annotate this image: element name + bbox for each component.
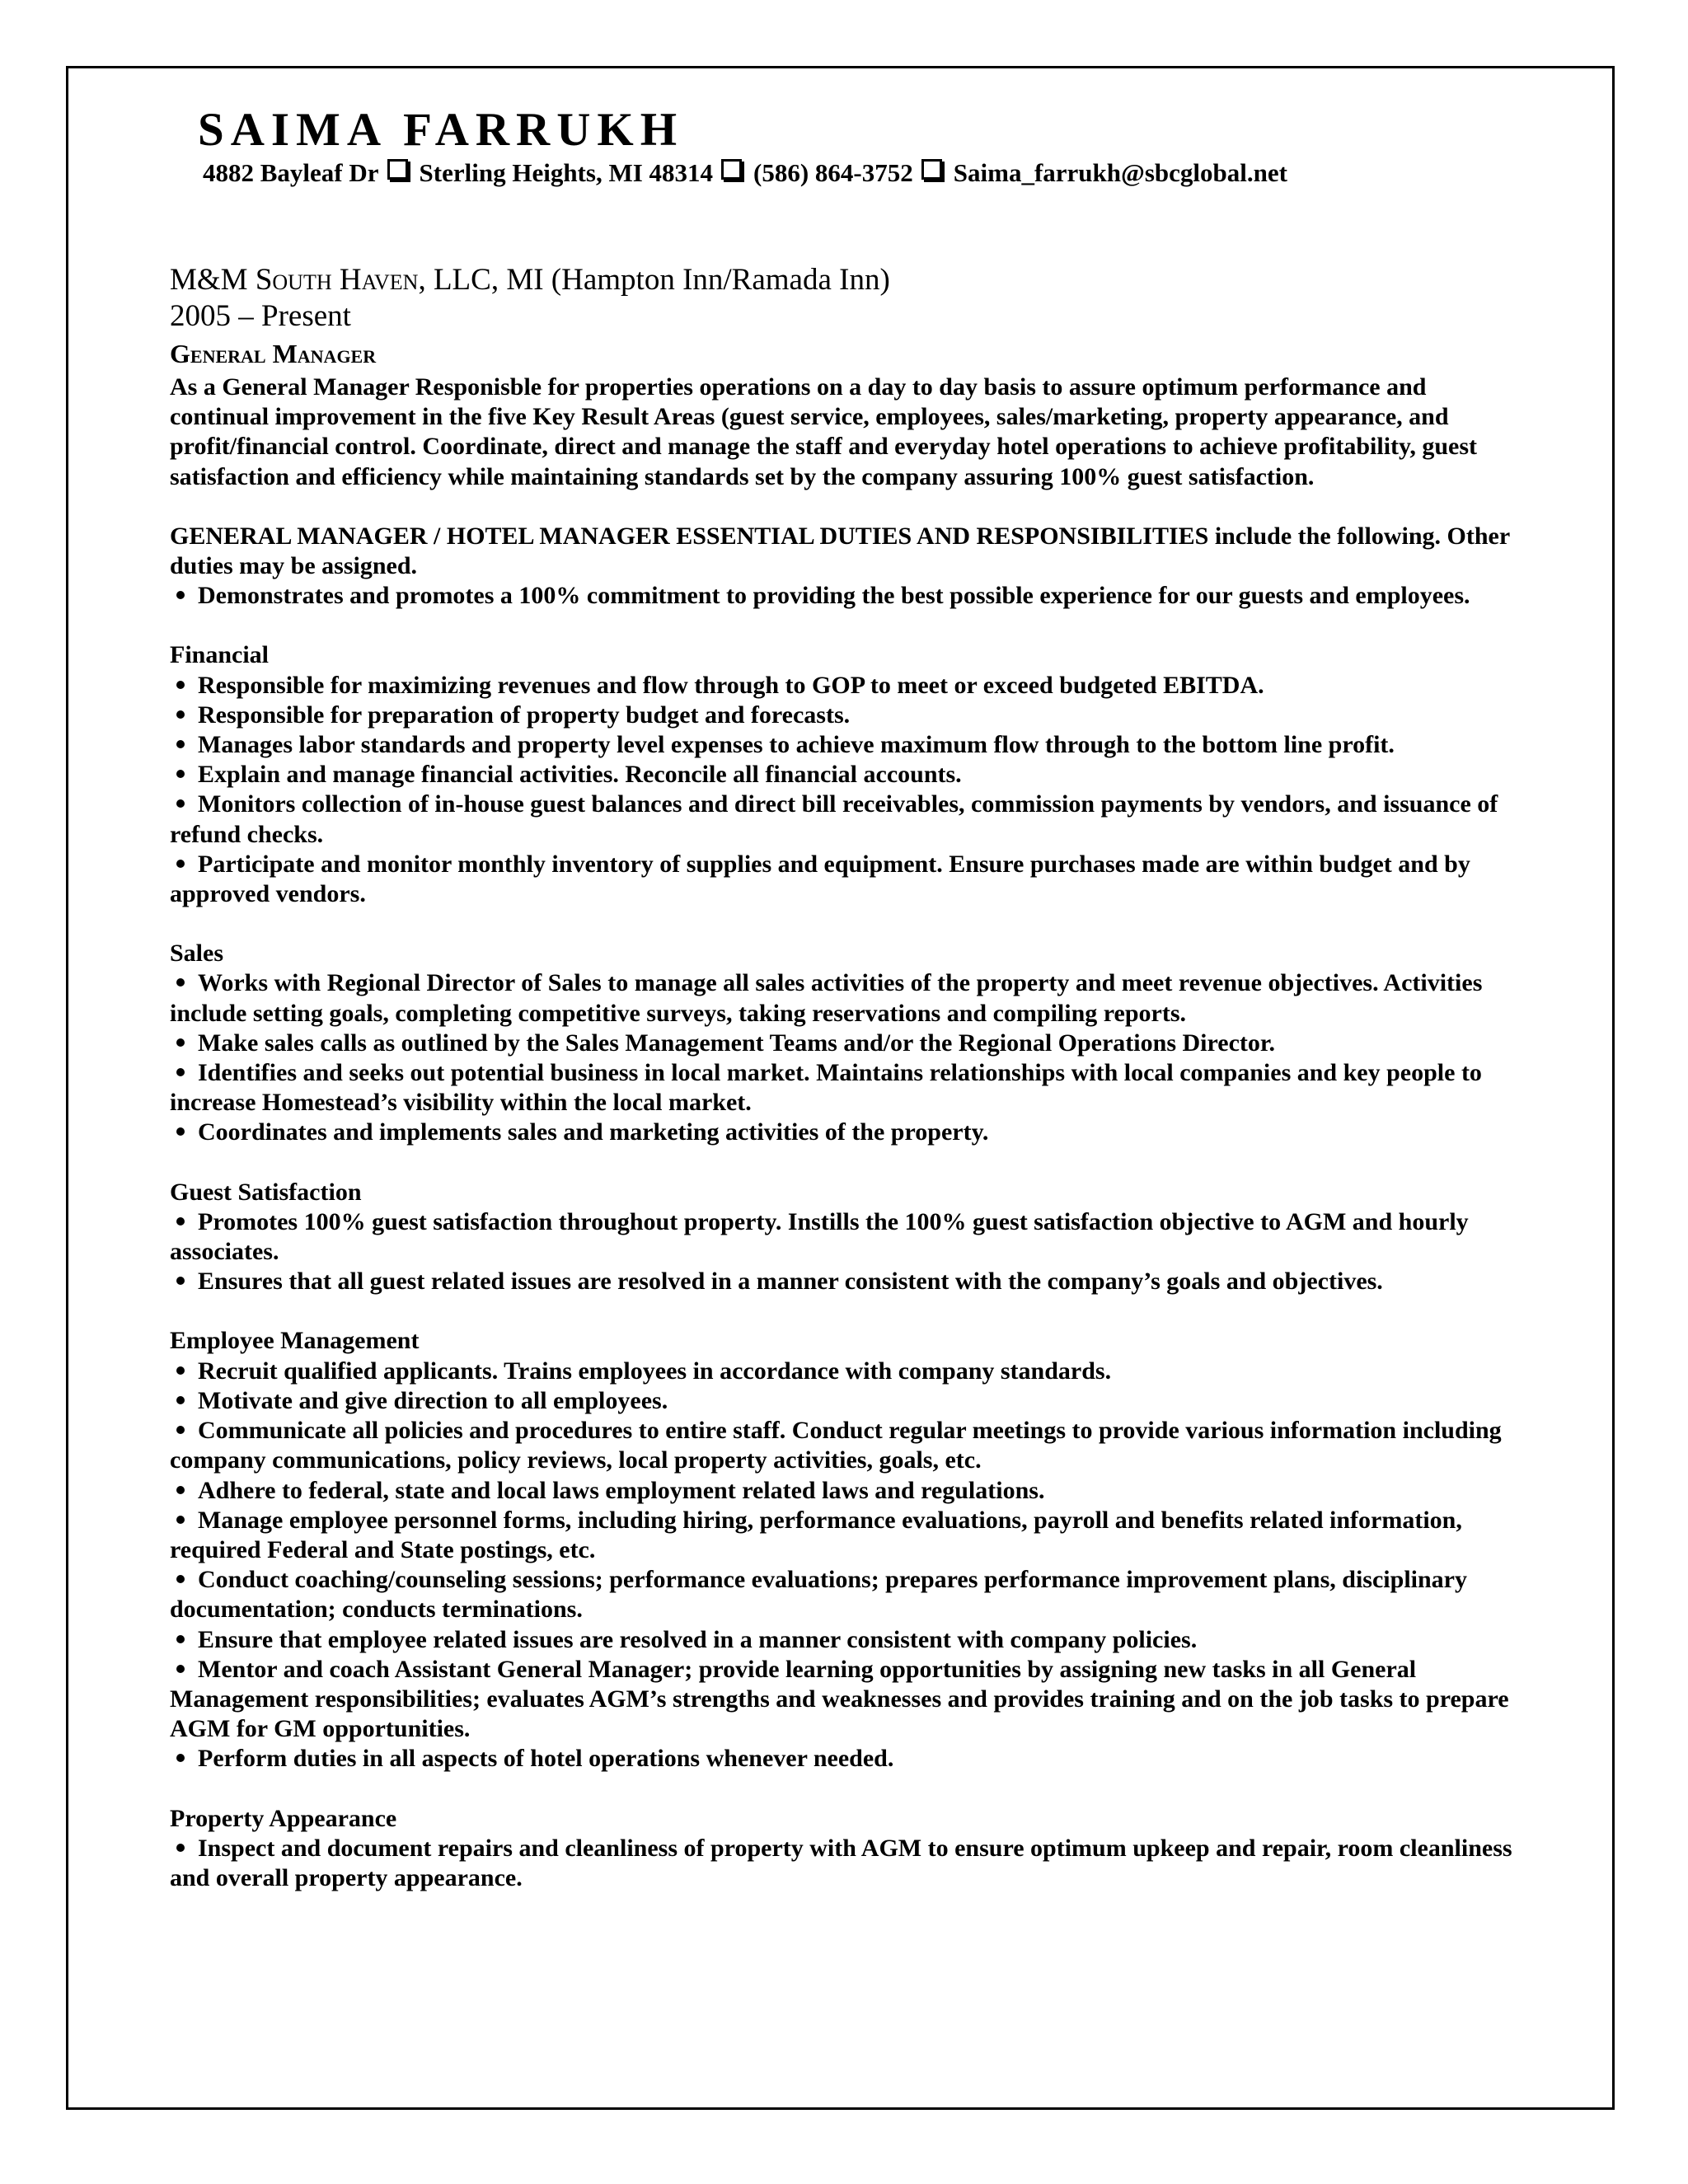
bullet-icon: [176, 1575, 185, 1583]
list-item: Inspect and document repairs and cleanliness of property with AGM to ensure optimum upkeep and repair, room cleanliness and overall property appearance.: [170, 1834, 1512, 1891]
email: Saima_farrukh@sbcglobal.net: [953, 158, 1287, 187]
list-item: Participate and monitor monthly inventory of supplies and equipment. Ensure purchases made are within budget and by approved vendors.: [170, 850, 1470, 908]
bullet-icon: [176, 1217, 185, 1226]
spacer: [170, 611, 1522, 640]
bullet-icon: [176, 710, 185, 719]
employer-line: [170, 262, 1522, 298]
checkbox-separator-icon: [387, 159, 408, 180]
list-item: Explain and manage financial activities. Reconcile all financial accounts.: [170, 760, 1522, 790]
bullet-icon: [176, 770, 185, 778]
spacer: [170, 1296, 1522, 1326]
section-heading-employee-management: Employee Management: [170, 1327, 420, 1355]
spacer: [170, 1148, 1522, 1178]
list-item: Perform duties in all aspects of hotel operations whenever needed.: [170, 1744, 1522, 1774]
bullet-icon: [176, 1635, 185, 1643]
bullet-icon: [176, 1844, 185, 1852]
section-heading-sales: Sales: [170, 940, 224, 968]
list-item: Communicate all policies and procedures to entire staff. Conduct regular meetings to provide various information including company communications, policy reviews, local property activities, goals, etc.: [170, 1417, 1502, 1474]
list-item: Demonstrates and promotes a 100% commitment to providing the best possible experience for our guests and employees.: [170, 581, 1522, 611]
list-item: Manages labor standards and property level expenses to achieve maximum flow through to the bottom line profit.: [170, 730, 1522, 760]
job-summary: As a General Manager Responisble for properties operations on a day to day basis to assure optimum performance and continual improvement in the five Key Result Areas (guest service, employees, sales/marketing, property appearance, and profit/financial control. Coordinate, direct and manage the staff and everyday hotel operations to achieve profitability, guest satisfaction and efficiency while maintaining standards set by the company assuring 100% guest satisfaction.: [170, 373, 1478, 490]
candidate-name: SAIMA FARRUKH: [198, 104, 684, 156]
city-state-zip: Sterling Heights, MI 48314: [419, 158, 714, 187]
bullet-icon: [176, 1486, 185, 1494]
list-item: Mentor and coach Assistant General Manager; provide learning opportunities by assigning new tasks in all General Management responsibilities; evaluates AGM’s strengths and weaknesses and provides training and on the job tasks to prepare AGM for GM opportunities.: [170, 1655, 1509, 1743]
resume-body: [170, 262, 1522, 1893]
list-item: Conduct coaching/counseling sessions; performance evaluations; prepares performance improvement plans, disciplinary documentation; conducts terminations.: [170, 1566, 1467, 1624]
bullet-icon: [176, 1068, 185, 1076]
spacer: [170, 492, 1522, 522]
bullet-icon: [176, 1366, 185, 1375]
list-item: Identifies and seeks out potential business in local market. Maintains relationships with local companies and key people to increase Homestead’s visibility within the local market.: [170, 1059, 1482, 1117]
employment-dates: 2005 – Present: [170, 299, 351, 333]
list-item: Ensure that employee related issues are resolved in a manner consistent with company policies.: [170, 1625, 1522, 1655]
list-item: Responsible for maximizing revenues and flow through to GOP to meet or exceed budgeted EBITDA.: [170, 671, 1522, 701]
phone: (586) 864-3752: [753, 158, 913, 187]
spacer: [170, 909, 1522, 939]
list-item: Make sales calls as outlined by the Sales Management Teams and/or the Regional Operations Director.: [170, 1029, 1522, 1058]
section-heading-financial: Financial: [170, 641, 270, 669]
section-heading-guest-satisfaction: Guest Satisfaction: [170, 1178, 362, 1206]
list-item: Adhere to federal, state and local laws employment related laws and regulations.: [170, 1476, 1522, 1506]
bullet-icon: [176, 860, 185, 868]
employer-name: South Haven: [255, 263, 419, 297]
list-item: Works with Regional Director of Sales to manage all sales activities of the property and meet revenue objectives. Activities include setting goals, completing competitive surveys, taking reservations and compiling reports.: [170, 969, 1483, 1027]
bullet-icon: [176, 681, 185, 689]
checkbox-separator-icon: [721, 159, 742, 180]
bullet-icon: [176, 978, 185, 987]
bullet-icon: [176, 1396, 185, 1404]
list-item: Responsible for preparation of property budget and forecasts.: [170, 701, 1522, 730]
checkbox-separator-icon: [921, 159, 942, 180]
bullet-icon: [176, 1038, 185, 1047]
employer-suffix: , LLC, MI (Hampton Inn/Ramada Inn): [418, 263, 890, 297]
list-item: Manage employee personnel forms, including hiring, performance evaluations, payroll and benefits related information, required Federal and State postings, etc.: [170, 1506, 1462, 1563]
bullet-icon: [176, 1665, 185, 1673]
job-title: General Manager: [170, 339, 377, 368]
bullet-icon: [176, 799, 185, 808]
contact-line: [203, 155, 1287, 191]
section-heading-property-appearance: Property Appearance: [170, 1804, 397, 1832]
bullet-icon: [176, 1426, 185, 1434]
bullet-icon: [176, 1754, 185, 1762]
bullet-icon: [176, 1516, 185, 1524]
bullet-icon: [176, 1277, 185, 1285]
list-item: Recruit qualified applicants. Trains employees in accordance with company standards.: [170, 1357, 1522, 1386]
bullet-icon: [176, 591, 185, 599]
address: 4882 Bayleaf Dr: [203, 158, 379, 187]
list-item: Ensures that all guest related issues are resolved in a manner consistent with the company’s goals and objectives.: [170, 1267, 1522, 1296]
bullet-icon: [176, 1127, 185, 1136]
bullet-icon: [176, 740, 185, 748]
list-item: Motivate and give direction to all employees.: [170, 1386, 1522, 1416]
list-item: Promotes 100% guest satisfaction throughout property. Instills the 100% guest satisfaction objective to AGM and hourly associates.: [170, 1207, 1469, 1266]
list-item: Monitors collection of in-house guest balances and direct bill receivables, commission payments by vendors, and issuance of refund checks.: [170, 790, 1498, 848]
duties-intro: GENERAL MANAGER / HOTEL MANAGER ESSENTIAL DUTIES AND RESPONSIBILITIES include the following. Other duties may be assigned.: [170, 522, 1510, 580]
employer-prefix: M&M: [170, 263, 256, 297]
list-item: Coordinates and implements sales and marketing activities of the property.: [170, 1118, 1522, 1147]
spacer: [170, 1774, 1522, 1804]
